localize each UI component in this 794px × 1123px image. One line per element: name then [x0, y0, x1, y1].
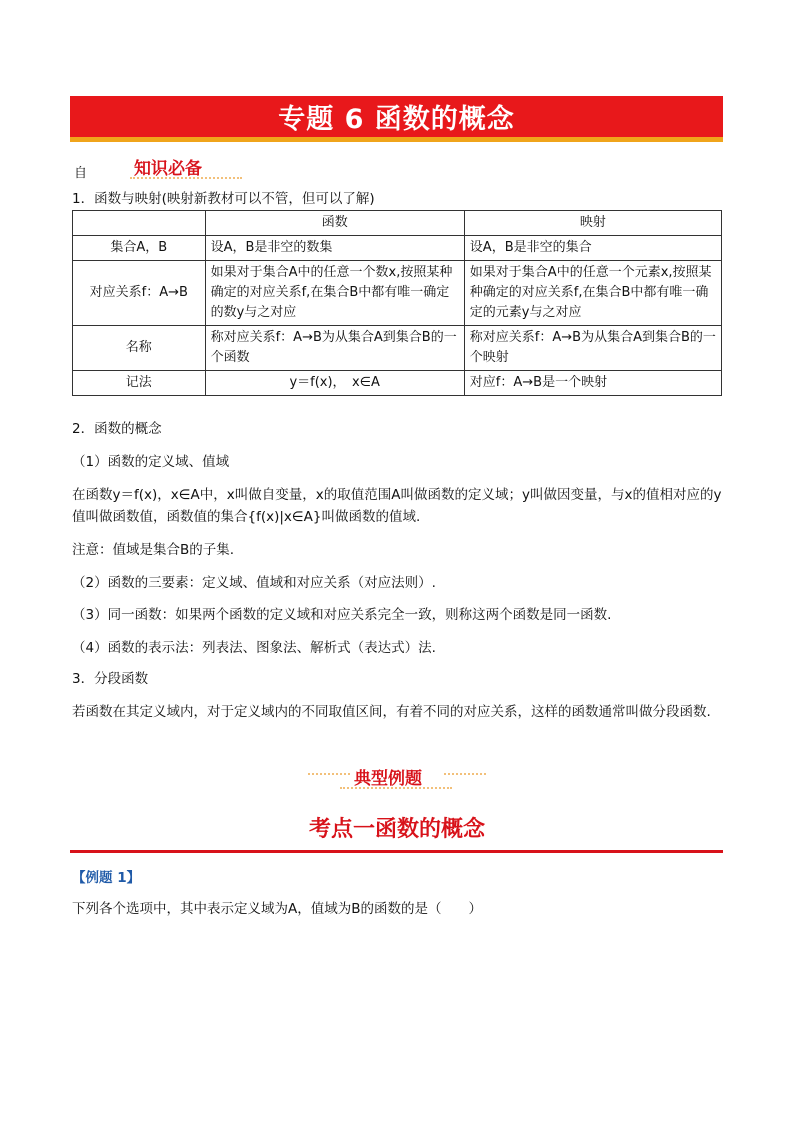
table-cell: 记法 — [73, 371, 206, 396]
sub-3: （3）同一函数：如果两个函数的定义域和对应关系完全一致，则称这两个函数是同一函数. — [72, 607, 612, 623]
table-header: 映射 — [464, 211, 721, 236]
table-row — [73, 326, 722, 371]
example-question: 下列各个选项中，其中表示定义域为A，值域为B的函数的是（ ） — [72, 901, 482, 917]
table-cell: 称对应关系f：A→B为从集合A到集合B的一个函数 — [205, 326, 464, 371]
item-3-title: 3．分段函数 — [72, 671, 149, 687]
page-title: 专题 6 函数的概念 — [278, 104, 515, 135]
table-cell: y＝f(x)， x∈A — [205, 371, 464, 396]
heading-underline — [130, 177, 242, 179]
table-row — [73, 371, 722, 396]
example-label: 【例题 1】 — [72, 870, 141, 886]
section-heading-knowledge: 知识必备 — [134, 159, 202, 179]
heading-deco-right — [444, 773, 486, 775]
sub-2: （2）函数的三要素：定义域、值域和对应关系（对应法则）. — [72, 575, 436, 591]
item-2-title: 2．函数的概念 — [72, 421, 162, 437]
table-header: 函数 — [205, 211, 464, 236]
banner-stripe — [70, 137, 723, 142]
table-cell: 对应f：A→B是一个映射 — [464, 371, 721, 396]
table-cell: 集合A，B — [73, 236, 206, 261]
table-cell: 设A，B是非空的数集 — [205, 236, 464, 261]
item-1-title: 1．函数与映射(映射新教材可以不管，但可以了解) — [72, 191, 375, 207]
table-row — [73, 261, 722, 326]
table-cell: 设A，B是非空的集合 — [464, 236, 721, 261]
heading-underline — [340, 787, 452, 789]
sub-1-body: 在函数y＝f(x)，x∈A中，x叫做自变量，x的取值范围A叫做函数的定义域；y叫做因变量，与x的值相对应的y值叫做函数值，函数值的集合{f(x)|x∈A}叫做函数的值域. — [72, 487, 722, 525]
section-heading-examples: 典型例题 — [354, 769, 422, 789]
table-header — [73, 211, 206, 236]
table-cell: 对应关系f：A→B — [73, 261, 206, 326]
table-cell: 如果对于集合A中的任意一个元素x,按照某种确定的对应关系f,在集合B中都有唯一确定的元素y与之对应 — [464, 261, 721, 326]
table-row — [73, 236, 722, 261]
table-cell: 名称 — [73, 326, 206, 371]
title-banner — [70, 96, 723, 137]
sub-4: （4）函数的表示法：列表法、图象法、解析式（表达式）法. — [72, 640, 436, 656]
table-header-row — [73, 211, 722, 236]
kaodian-title: 考点一函数的概念 — [308, 817, 485, 842]
heading-deco-left — [308, 773, 350, 775]
section-prefix: 自 — [74, 166, 88, 181]
kaodian-rule — [70, 850, 723, 853]
sub-1-title: （1）函数的定义域、值域 — [72, 454, 230, 470]
table-cell: 如果对于集合A中的任意一个数x,按照某种确定的对应关系f,在集合B中都有唯一确定的数y与之对应 — [205, 261, 464, 326]
function-mapping-table — [72, 210, 722, 396]
note: 注意：值域是集合B的子集. — [72, 542, 235, 558]
item-3-body: 若函数在其定义域内，对于定义域内的不同取值区间，有着不同的对应关系，这样的函数通常叫做分段函数. — [72, 704, 711, 720]
table-cell: 称对应关系f：A→B为从集合A到集合B的一个映射 — [464, 326, 721, 371]
